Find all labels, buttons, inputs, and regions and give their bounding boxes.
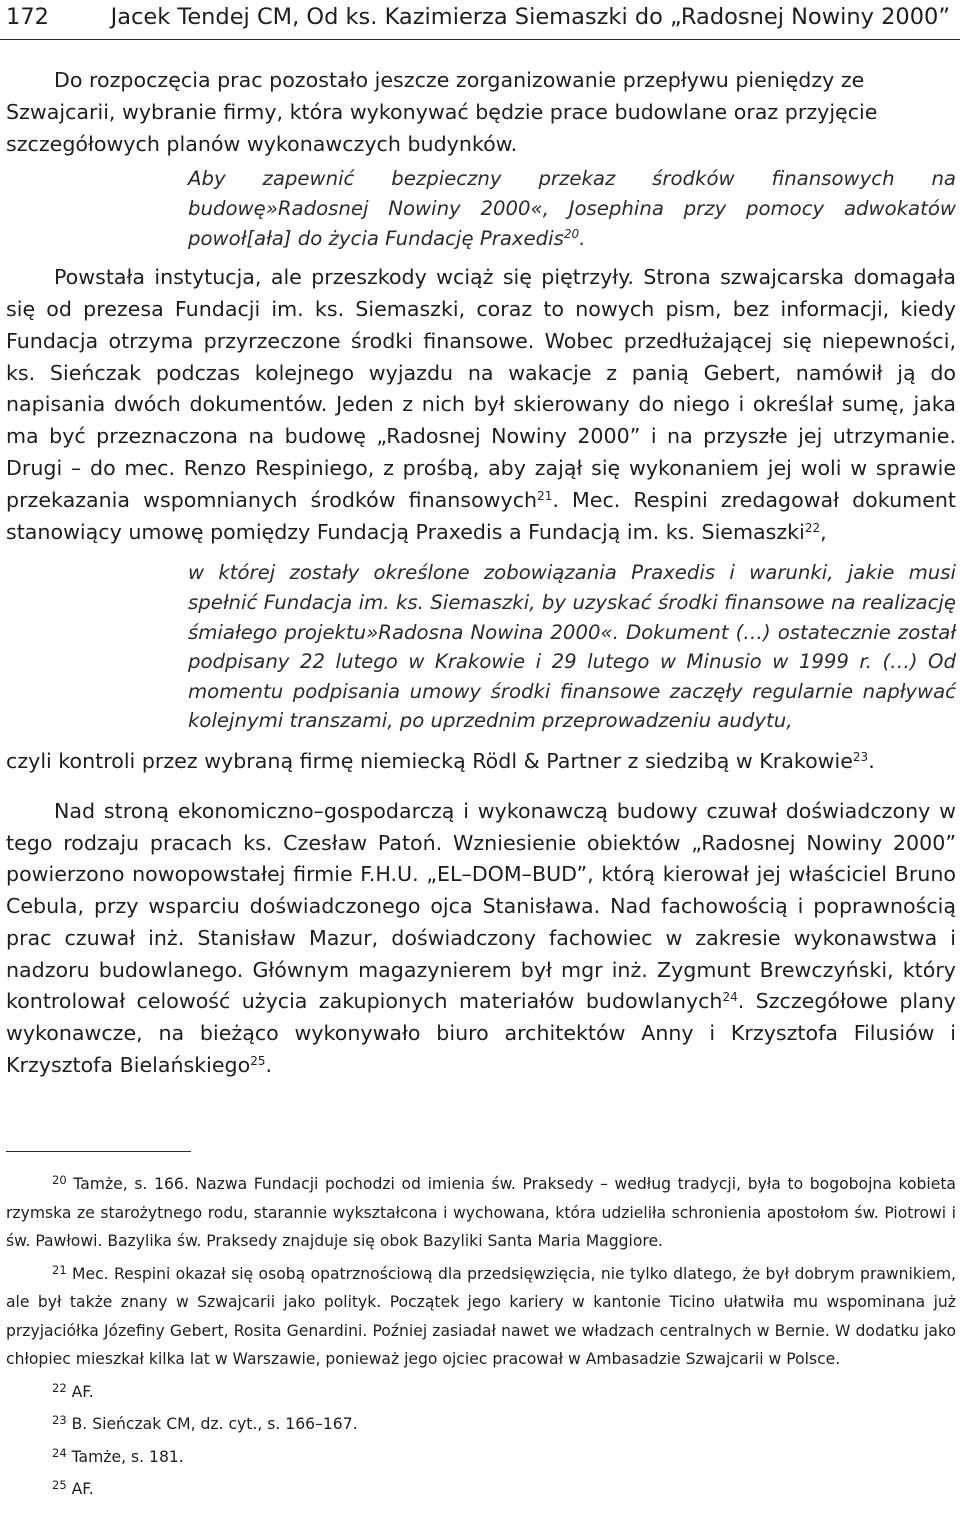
footnote-text: AF. <box>71 1382 94 1401</box>
footnote-text: AF. <box>71 1480 94 1498</box>
paragraph-4-mid: . Szczegółowe plany wykonawcze, na bieżąco wykonywało biuro architektów Anny i Krzysztofa Filusiów i Krzysztofa Bielańskiego <box>6 989 956 1078</box>
footnote-ref-21[interactable]: 21 <box>537 488 553 503</box>
block-quote-1-end: . <box>579 226 586 250</box>
paragraph-gap <box>6 778 956 796</box>
footnote-ref-22[interactable]: 22 <box>804 520 821 535</box>
paragraph-4-text: Nad stroną ekonomiczno–gospodarczą i wykonawczą budowy czuwał doświadczony w tego rodzaju pracach ks. Czesław Patoń. Wzniesienie obiektów „Radosnej Nowiny 2000” powierzono nowopowstałej firmie F.H.U. „EL–DOM–BUD”, którą kierował jej właściciel Bruno Cebula, przy wsparciu doświadczonego ojca Stanisława. Nad fachowością i poprawnością prac czuwał inż. Stanisław Mazur, doświadczony fachowiec w zakresie wykonawstwa i nadzoru budowlanego. Głównym magazynierem był mgr inż. Zygmunt Brewczyński, który kontrolował celowość użycia zakupionych materiałów budowlanych <box>6 798 956 1014</box>
paragraph-1: Do rozpoczęcia prac pozostało jeszcze zorganizowanie przepływu pieniędzy ze Szwajcarii, wybranie firmy, która wykonywać będzie prace budowlane oraz przyjęcie szczegółowych planów wykonawczych budynków. <box>6 68 878 156</box>
main-text <box>6 65 956 1082</box>
footnote-20: 20 Tamże, s. 166. Nazwa Fundacji pochodzi od imienia św. Praksedy – według tradycji, była to bogobojna kobieta rzymska ze starożytnego rodu, starannie wykształcona i wychowana, która udzieliła schronienia apostołom św. Piotrowi i św. Pawłowi. Bazylika św. Praksedy znajduje się obok Bazyliki Santa Maria Maggiore. <box>6 1173 956 1250</box>
footnote-text: B. Sieńczak CM, dz. cyt., s. 166–167. <box>71 1415 358 1433</box>
paragraph-3-text: czyli kontroli przez wybraną firmę niemiecką Rödl & Partner z siedzibą w Krakowie <box>6 748 853 773</box>
footnote-text: Tamże, s. 166. Nazwa Fundacji pochodzi od imienia św. Praksedy – według tradycji, była to bogobojna kobieta rzymska ze starożytnego rodu, starannie wykształcona i wychowana, która udzieliła schronienia apostołom św. Piotrowi i św. Pawłowi. Bazylika św. Praksedy znajduje się obok Bazyliki Santa Maria Maggiore. <box>6 1175 956 1250</box>
footnotes <box>6 1170 956 1508</box>
block-quote-1-text: Aby zapewnić bezpieczny przekaz środków finansowych na budowę»Radosnej Nowiny 2000«, Josephina przy pomocy adwokatów powoł[ała] do życia Fundację Praxedis <box>188 167 956 250</box>
footnote-text: Tamże, s. 181. <box>71 1447 184 1466</box>
paragraph-2-text: Powstała instytucja, ale przeszkody wciąż się piętrzyły. Strona szwajcarska domagała się od prezesa Fundacji im. ks. Siemaszki, coraz to nowych pism, bez informacji, kiedy Fundacja otrzyma przyrzeczone środki finansowe. Wobec przedłużającej się niepewności, ks. Sieńczak podczas kolejnego wyjazdu na wakacje z panią Gebert, namówił ją do napisania dwóch dokumentów. Jeden z nich był skierowany do niego i określał sumę, jaka ma być przeznaczona na budowę „Radosnej Nowiny 2000” i na przyszłe jej utrzymanie. Drugi – do mec. Renzo Respiniego, z prośbą, aby zajął się wykonaniem jej woli w sprawie przekazania wspomnianych środków finansowych <box>6 265 956 512</box>
footnote-ref-25[interactable]: 25 <box>250 1054 266 1069</box>
footnote-24: 24 Tamże, s. 181. <box>52 1445 184 1466</box>
footnote-ref-20[interactable]: 20 <box>563 226 580 241</box>
footnote-ref-24[interactable]: 24 <box>722 990 738 1005</box>
footnote-text: Mec. Respini okazał się osobą opatrznościową dla przedsięwzięcia, nie tylko dlatego, że był dobrym prawnikiem, ale był także znany w Szwajcarii jako polityk. Początek jego kariery w kantonie Ticino ułatwiła mu wspominana już przyjaciółka Józefiny Gebert, Rosita Genardini. Poźniej zasiadał nawet we władzach centralnych w Bernie. W dodatku jako chłopiec mieszkał kilka lat w Warszawie, ponieważ jego ojciec pracował w Ambasadzie Szwajcarii w Polsce. <box>6 1264 956 1368</box>
page-header <box>6 0 954 34</box>
footnote-rule <box>6 1151 191 1152</box>
footnote-23: 23 B. Sieńczak CM, dz. cyt., s. 166–167. <box>52 1413 358 1433</box>
footnote-21: 21 Mec. Respini okazał się osobą opatrznościową dla przedsięwzięcia, nie tylko dlatego, że był dobrym prawnikiem, ale był także znany w Szwajcarii jako polityk. Początek jego kariery w kantonie Ticino ułatwiła mu wspominana już przyjaciółka Józefiny Gebert, Rosita Genardini. Poźniej zasiadał nawet we władzach centralnych w Bernie. W dodatku jako chłopiec mieszkał kilka lat w Warszawie, ponieważ jego ojciec pracował w Ambasadzie Szwajcarii w Polsce. <box>6 1262 956 1368</box>
paragraph-4 <box>6 796 956 1082</box>
header-rule <box>0 39 960 40</box>
paragraph-2-mid: . Mec. Respini zredagował dokument stanowiący umowę pomiędzy Fundacją Praxedis a Fundacją im. ks. Siemaszki <box>6 487 956 544</box>
footnote-25: 25 AF. <box>52 1478 94 1498</box>
block-quote-2: w której zostały określone zobowiązania Praxedis i warunki, jakie musi spełnić Fundacja im. ks. Siemaszki, by uzyskać środki finansowe na realizację śmiałego projektu»Radosna Nowina 2000«. Dokument (…) ostatecznie został podpisany 22 lutego w Krakowie i 29 lutego w Minusio w 1999 r. (…) Od momentu podpisania umowy środki finansowe zaczęły regularnie napływać kolejnymi transzami, po uprzednim przeprowadzeniu audytu, <box>188 561 956 733</box>
running-title: Jacek Tendej CM, Od ks. Kazimierza Siemaszki do „Radosnej Nowiny 2000” <box>110 4 950 30</box>
block-quote-1 <box>188 164 956 253</box>
paragraph-4-end: . <box>265 1053 273 1078</box>
page-number: 172 <box>6 4 49 30</box>
paragraph-2-end: , <box>820 519 827 544</box>
paragraph-3-end: . <box>868 748 875 773</box>
footnote-22: 22 AF. <box>52 1380 94 1401</box>
footnote-ref-23[interactable]: 23 <box>852 749 869 764</box>
paragraph-3 <box>6 746 956 778</box>
paragraph-2 <box>6 262 956 548</box>
